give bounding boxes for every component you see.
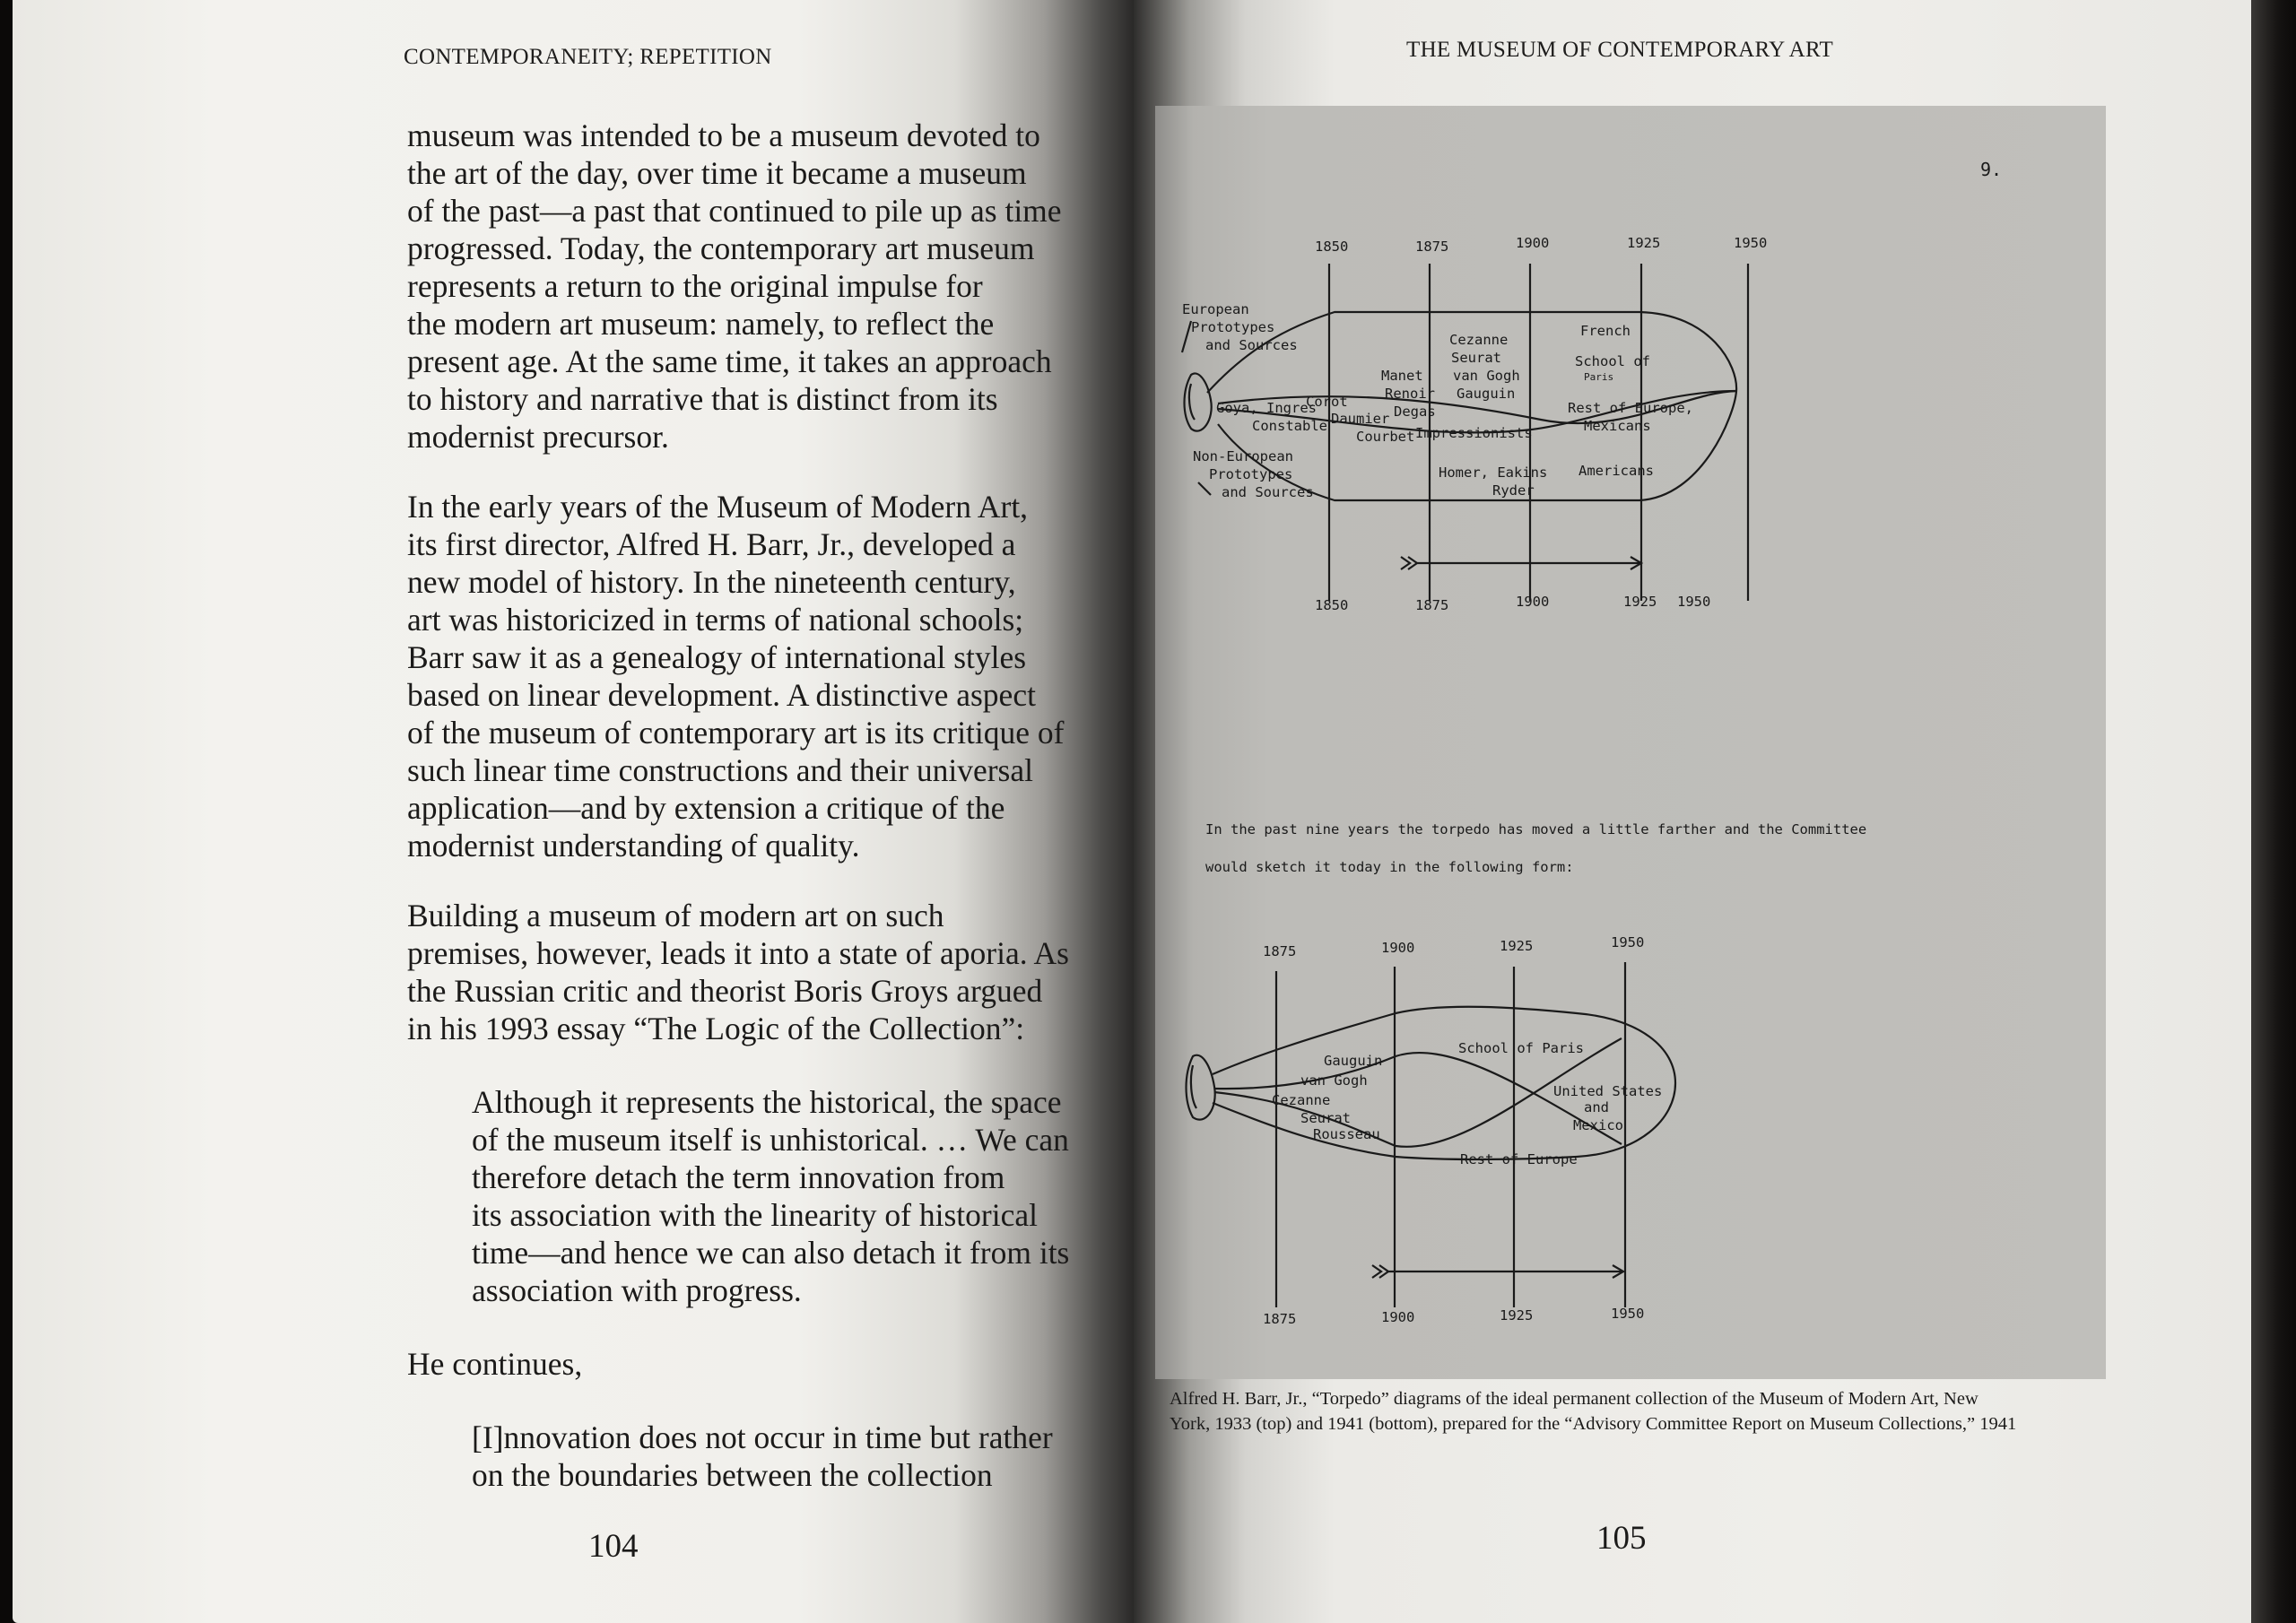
bottom-diagram-labels	[1263, 934, 1662, 1327]
diagram-label: Rest of Europe	[1460, 1151, 1578, 1167]
interlude-line: would sketch it today in the following form:	[1205, 859, 1574, 875]
diagram-label: European	[1182, 301, 1249, 317]
diagram-label: Cezanne	[1449, 332, 1509, 348]
year-label: 1875	[1263, 943, 1297, 959]
caption-line: Alfred H. Barr, Jr., “Torpedo” diagrams of the ideal permanent collection of the Museum of Modern Art, New	[1170, 1389, 1979, 1409]
interlude-text	[1205, 821, 1866, 875]
right-page	[1134, 0, 2251, 1623]
torpedo-propeller-top	[1185, 373, 1212, 430]
year-label: 1925	[1623, 594, 1657, 610]
top-diagram-labels	[1182, 235, 1767, 613]
text-line: Although it represents the historical, the space	[472, 1084, 1062, 1120]
text-line: such linear time constructions and their universal	[407, 752, 1033, 788]
paragraph-1	[407, 117, 1125, 456]
diagram-label: Prototypes	[1191, 319, 1275, 335]
text-line: present age. At the same time, it takes an approach	[407, 343, 1052, 379]
diagram-label: Homer, Eakins	[1439, 464, 1548, 481]
diagram-label: Gauguin	[1324, 1053, 1383, 1069]
text-line: its association with the linearity of historical	[472, 1197, 1038, 1233]
text-line: [I]nnovation does not occur in time but rather	[472, 1419, 1053, 1455]
text-line: Building a museum of modern art on such	[407, 898, 944, 933]
year-label: 1850	[1315, 239, 1349, 255]
diagram-label: and Sources	[1205, 337, 1298, 353]
diagram-label: Americans	[1578, 463, 1654, 479]
text-line: based on linear development. A distinctive aspect	[407, 677, 1036, 713]
diagram-label: Mexico	[1573, 1117, 1623, 1133]
diagram-label: Corot	[1306, 394, 1348, 410]
diagram-label: Cezanne	[1272, 1092, 1331, 1108]
diagram-label: Rest of Europe,	[1568, 400, 1693, 416]
non-european-pointer	[1198, 482, 1211, 495]
text-line: its first director, Alfred H. Barr, Jr., developed a	[407, 526, 1016, 562]
page-number-right: 105	[1596, 1520, 1647, 1557]
text-line: therefore detach the term innovation from	[472, 1159, 1005, 1195]
page-number-left: 104	[588, 1528, 639, 1565]
text-line: of the past—a past that continued to pile up as time	[407, 193, 1062, 229]
text-line: premises, however, leads it into a state of aporia. As	[407, 935, 1069, 971]
diagram-label: Ryder	[1492, 482, 1535, 499]
left-page	[13, 0, 1134, 1623]
year-label: 1875	[1415, 239, 1449, 255]
text-line: on the boundaries between the collection	[472, 1457, 993, 1493]
text-line: museum was intended to be a museum devoted to	[407, 117, 1040, 153]
text-line: Barr saw it as a genealogy of international styles	[407, 639, 1027, 675]
text-line: time—and hence we can also detach it from its	[472, 1235, 1070, 1271]
text-line: to history and narrative that is distinct from its	[407, 381, 998, 417]
running-head-right: THE MUSEUM OF CONTEMPORARY ART	[1406, 38, 1834, 62]
text-line: He continues,	[407, 1346, 583, 1382]
diagram-label: Manet	[1381, 368, 1423, 384]
diagram-label: United States	[1553, 1083, 1663, 1099]
diagram-label: Daumier	[1331, 411, 1390, 427]
page-mark: 9.	[1980, 159, 2003, 180]
diagram-label: School of	[1575, 353, 1650, 369]
diagram-label: Rousseau	[1313, 1126, 1380, 1142]
diagram-label: and Sources	[1222, 484, 1314, 500]
propeller-curve	[1191, 1065, 1196, 1108]
diagram-label: Goya, Ingres	[1216, 400, 1317, 416]
year-label: 1900	[1516, 594, 1550, 610]
year-label: 1875	[1415, 597, 1449, 613]
torpedo-figure	[1155, 106, 2106, 1379]
propeller-curve	[1189, 384, 1195, 420]
text-line: progressed. Today, the contemporary art museum	[407, 230, 1035, 266]
text-line: in his 1993 essay “The Logic of the Collection”:	[407, 1011, 1025, 1046]
diagram-label: Seurat	[1300, 1110, 1351, 1126]
text-line: of the museum of contemporary art is its critique of	[407, 715, 1065, 751]
text-line: modernist precursor.	[407, 419, 669, 455]
figure-caption	[1170, 1386, 2129, 1436]
text-line: the Russian critic and theorist Boris Groys argued	[407, 973, 1043, 1009]
diagram-label: van Gogh	[1300, 1072, 1368, 1089]
diagram-label: Mexicans	[1584, 418, 1651, 434]
year-label: 1950	[1677, 594, 1711, 610]
year-label: 1925	[1500, 1307, 1534, 1324]
caption-line: York, 1933 (top) and 1941 (bottom), prepared for the “Advisory Committee Report on Museum Collections,” 1941	[1170, 1414, 2017, 1434]
text-line: new model of history. In the nineteenth century,	[407, 564, 1016, 600]
diagram-label: Constable	[1252, 418, 1327, 434]
bottom-diagram	[1187, 962, 1676, 1307]
book-edge-shadow	[2251, 0, 2296, 1623]
text-line: of the museum itself is unhistorical. … We can	[472, 1122, 1069, 1158]
year-label: 1950	[1734, 235, 1768, 251]
diagram-label: School of Paris	[1458, 1040, 1584, 1056]
diagram-label: Paris	[1584, 371, 1614, 383]
diagram-label: Impressionists	[1415, 425, 1533, 441]
year-label: 1850	[1315, 597, 1349, 613]
year-label: 1950	[1611, 934, 1645, 950]
diagram-label: Courbet	[1356, 429, 1415, 445]
diagram-label: van Gogh	[1453, 368, 1520, 384]
year-label: 1900	[1381, 940, 1415, 956]
text-line: the art of the day, over time it became a museum	[407, 155, 1027, 191]
year-label: 1875	[1263, 1311, 1297, 1327]
diagram-label: Renoir	[1385, 386, 1435, 402]
year-label: 1900	[1381, 1309, 1415, 1325]
torpedo-diagrams	[1155, 106, 2106, 1379]
diagram-label: Seurat	[1451, 350, 1501, 366]
paragraph-2	[407, 488, 1125, 864]
text-line: the modern art museum: namely, to reflect the	[407, 306, 995, 342]
text-line: application—and by extension a critique of the	[407, 790, 1005, 826]
european-pointer	[1182, 321, 1191, 352]
diagram-label: Non-European	[1193, 448, 1293, 464]
diagram-label: Degas	[1394, 404, 1436, 420]
text-line: association with progress.	[472, 1272, 802, 1308]
paragraph-4	[407, 1345, 1125, 1383]
diagram-label: and	[1584, 1099, 1609, 1115]
year-label: 1950	[1611, 1306, 1645, 1322]
text-line: In the early years of the Museum of Modern Art,	[407, 489, 1029, 525]
year-label: 1925	[1500, 938, 1534, 954]
diagram-label: Gauguin	[1457, 386, 1516, 402]
paragraph-3	[407, 897, 1125, 1047]
block-quote-1	[472, 1083, 1134, 1309]
running-head-left: CONTEMPORANEITY; REPETITION	[404, 45, 772, 69]
block-quote-2	[472, 1419, 1134, 1494]
year-label: 1925	[1627, 235, 1661, 251]
arrow-tail-top	[1401, 557, 1417, 569]
text-line: represents a return to the original impulse for	[407, 268, 983, 304]
text-line: modernist understanding of quality.	[407, 828, 860, 864]
interlude-line: In the past nine years the torpedo has moved a little farther and the Committee	[1205, 821, 1867, 838]
diagram-label: French	[1580, 323, 1631, 339]
diagram-label: Prototypes	[1209, 466, 1293, 482]
text-line: art was historicized in terms of national schools;	[407, 602, 1024, 638]
year-label: 1900	[1516, 235, 1550, 251]
arrow-tail-bottom	[1372, 1265, 1388, 1278]
